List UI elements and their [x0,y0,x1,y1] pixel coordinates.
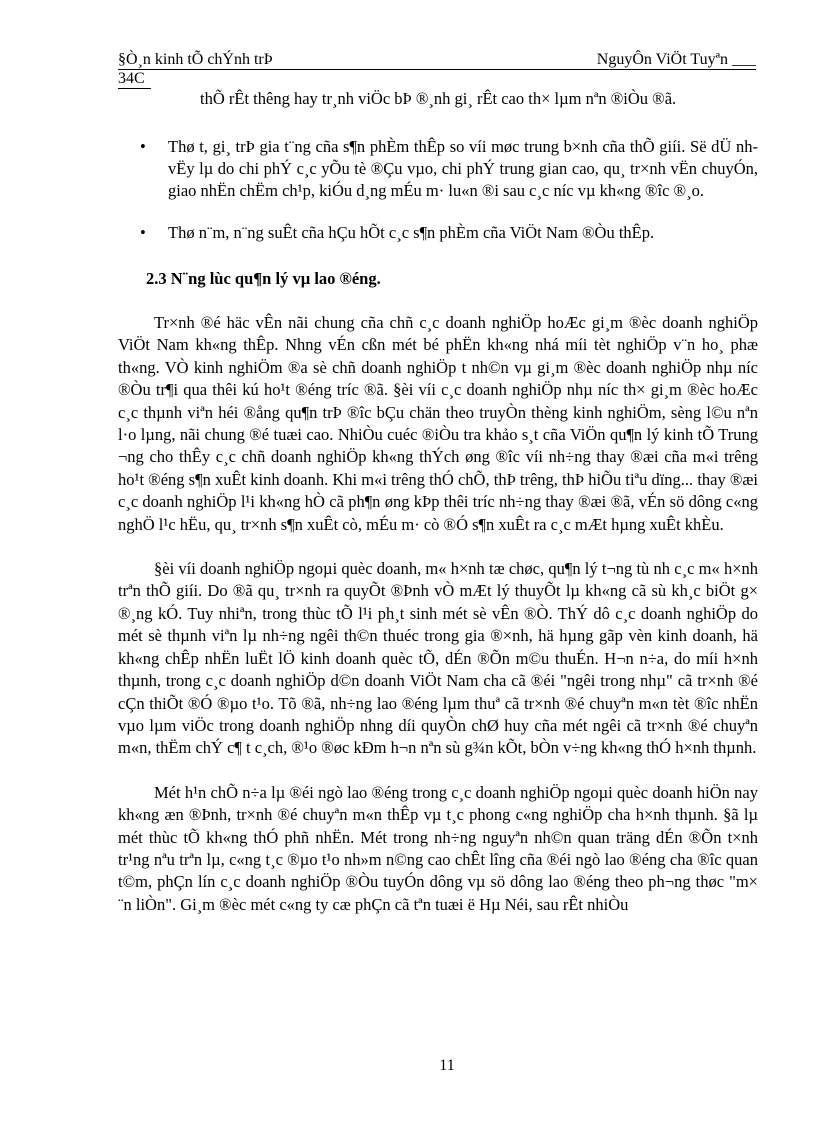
bullet-item [140,136,758,202]
body-paragraph: Mét h¹n chÕ n÷a lµ ®éi ngò lao ®éng trong c¸c doanh nghiÖp ngoµi quèc doanh hiÖn nay kh«ng æn ®Þnh, tr×nh ®é chuyªn m«n thÊp vµ t¸c phong c«ng nghiÖp cha h×nh thµnh. §ã lµ mét thùc tÕ kh«ng thÓ phñ nhËn. Mét trong nh÷ng nguyªn nh©n quan träng dÉn ®Õn t×nh tr¹ng nªu trªn lµ, c«ng t¸c ®µo t¹o nh»m n©ng cao chÊt lîng cña ®éi ngò lao ®éng cha ®îc quan t©m, phÇn lín c¸c doanh nghiÖp ®Òu tuyÓn dông vµ sö dông lao ®éng theo ph¬ng thøc "m× ¨n liÒn". Gi¸m ®èc mét c«ng ty cæ phÇn cã tªn tuæi ë Hµ Néi, sau rÊt nhiÒu [118,782,758,914]
continuation-line: thÕ rÊt thêng hay tr¸nh viÖc bÞ ®¸nh gi¸ rÊt cao th× lµm nªn ®iÒu ®ã. [200,89,677,108]
page-header [118,50,756,89]
header-class-code: 34C [118,69,151,89]
page-content [118,88,758,933]
bullet-text: Thø n¨m, n¨ng suÊt cña hÇu hÕt c¸c s¶n phÈm cña ViÖt Nam ®Òu thÊp. [168,223,655,242]
bullet-item [140,222,758,244]
bullet-dot-icon: • [140,137,146,156]
body-paragraph: §èi víi doanh nghiÖp ngoµi quèc doanh, m« h×nh tæ chøc, qu¶n lý t¬ng tù nh c¸c m« h×nh trªn thÕ giíi. Do ®ã qu¸ tr×nh ra quyÕt ®Þnh vÒ mÆt lý thuyÕt lµ kh«ng cã sù kh¸c biÖt g× ®¸ng kÓ. Tuy nhiªn, trong thùc tÕ l¹i ph¸t sinh mét sè vÊn ®Ò. ThÝ dô c¸c doanh nghiÖp do mét sè thµnh viªn lµ nh÷ng ngêi th©n thuéc trong gia ®×nh, hä hµng gãp vèn kinh doanh, hä kh«ng chÊp nhËn luËt lÖ kinh doanh quèc tÕ, dÉn ®Õn m©u thuÉn. H¬n n÷a, do míi h×nh thµnh, trong c¸c doanh nghiÖp d©n doanh ViÖt Nam cha cã ®éi "ngêi trong nhµ" cã tr×nh ®é cÇn thiÕt ®Ó ®µo t¹o. Tõ ®ã, nh÷ng lao ®éng lµm thuª cã tr×nh ®é chuyªn m«n tèt ®îc nhËn vµo lµm viÖc trong doanh nghiÖp nhng díi quyÒn chØ huy cña mét ngêi cã tr×nh ®é chuyªn m«n, thËm chÝ c¶ t c¸ch, ®¹o ®øc kÐm h¬n nªn sù g¾n kÕt, bÒn v÷ng kh«ng thÓ h×nh thµnh. [118,559,758,758]
bullet-dot-icon: • [140,223,146,242]
section-heading: 2.3 N¨ng lùc qu¶n lý vµ lao ®éng. [146,269,381,288]
header-rule [118,69,756,70]
header-line [118,50,756,69]
bullet-text: Thø t, gi¸ trÞ gia t¨ng cña s¶n phÈm thÊp so víi møc trung b×nh cña thÕ giíi. Së dÜ nh vËy lµ do chi phÝ c¸c yÕu tè ®Çu vµo, chi phÝ trung gian cao, qu¸ tr×nh vËn chuyÓn, giao nhËn chËm ch¹p, kiÓu d¸ng mÉu m· lu«n ®i sau c¸c níc vµ kh«ng ®îc ®¸o. [168,137,758,200]
header-author-name: NguyÔn ViÖt Tuyªn ___ [596,51,756,68]
body-paragraph: Tr×nh ®é häc vÊn nãi chung cña chñ c¸c doanh nghiÖp hoÆc gi¸m ®èc doanh nghiÖp ViÖt Nam kh«ng thÊp. Nhng vÉn cßn mét bé phËn kh«ng nhá míi tèt nghiÖp v¨n ho¸ phæ th«ng. VÒ kinh nghiÖm ®a sè chñ doanh nghiÖp t nh©n vµ gi¸m ®èc doanh nghiÖp nhµ níc ®Òu tr¶i qua thêi kú ho¹t ®éng tríc ®ã. §èi víi c¸c doanh nghiÖp nhµ níc th× gi¸m ®èc hoÆc c¸c thµnh viªn héi ®ång qu¶n trÞ ®îc bÇu chän theo truyÒn thèng kinh nghiÖm, sèng l©u nªn l·o lµng, nãi chung ®é tuæi cao. NhiÒu cuéc ®iÒu tra khảo s¸t cña ViÖn qu¶n lý kinh tÕ Trung ¬ng cho thÊy c¸c chñ doanh nghiÖp kh«ng thÝch øng ®îc víi nh÷ng thay ®æi cña m«i trêng ho¹t ®éng s¶n xuÊt kinh doanh. Khi m«i trêng thÓ chÕ, thÞ trêng, thÞ hiÕu tiªu dïng... thay ®æi c¸c doanh nghiÖp l¹i kh«ng hÒ cã ph¶n øng kÞp thêi tríc nh÷ng thay ®æi ®ã, vÉn sö dông c«ng nghÖ l¹c hËu, qu¸ tr×nh s¶n xuÊt cò, mÉu m· cò ®Ó s¶n xuÊt ra c¸c mÆt hµng xuÊt khÈu. [118,313,758,534]
header-course-title: §Ò¸n kinh tÕ chÝnh trÞ [118,51,273,68]
bullet-list [140,136,758,244]
page-number: 11 [439,1057,455,1074]
